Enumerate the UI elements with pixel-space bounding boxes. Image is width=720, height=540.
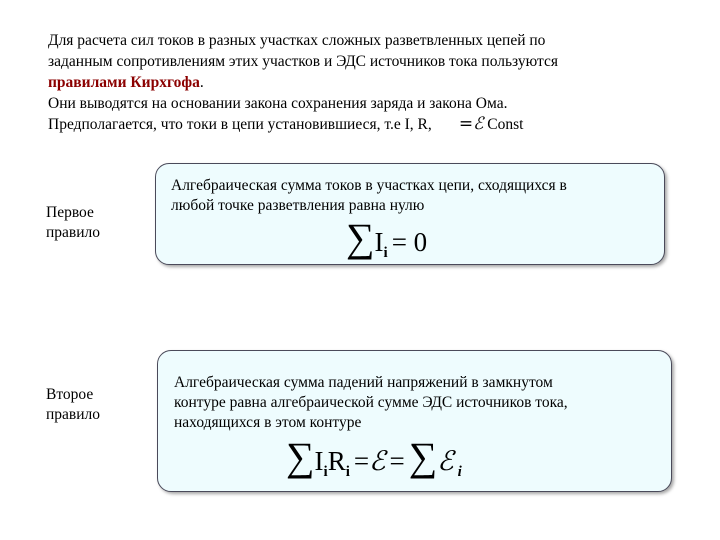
emf-index: i (457, 464, 462, 480)
sum-symbol: ∑ (346, 215, 375, 260)
intro-line-5 (48, 114, 668, 135)
kirchhoff-rules-term: правилами Кирхгофа (48, 74, 200, 91)
current-symbol: I (374, 227, 384, 257)
intro-paragraph (48, 30, 668, 135)
rule1-box (155, 163, 665, 265)
current-index: i (323, 464, 328, 480)
rule2-text (174, 373, 568, 433)
rule2-label (46, 385, 100, 425)
rule1-formula (346, 214, 427, 262)
intro-line-5-suffix: Const (487, 116, 524, 133)
equals-sign-1: = (353, 446, 370, 476)
rule2-text-line1: Алгебраическая сумма падений напряжений в замкнутом (174, 374, 553, 391)
current-symbol: I (314, 446, 324, 476)
rule1-label-line2: правило (46, 224, 101, 241)
current-index: i (383, 245, 388, 261)
intro-line-3 (48, 72, 668, 93)
rule1-rhs: = 0 (391, 227, 428, 257)
resistance-symbol: R (327, 446, 346, 476)
resistance-index: i (345, 464, 350, 480)
emf-symbol: ℰ (369, 446, 386, 477)
equals-sign-2: = (389, 446, 405, 476)
rule2-text-line2: контуре равна алгебраической сумме ЭДС источников тока, (174, 394, 568, 411)
rule1-text (171, 176, 567, 216)
rule1-text-line2: любой точке разветвления равна нулю (171, 197, 425, 214)
emf-symbol-2: ℰ (437, 446, 454, 477)
rule1-text-line1: Алгебраическая сумма токов в участках цепи, сходящихся в (171, 177, 567, 194)
sum-symbol: ∑ (286, 434, 315, 479)
rule1-label (46, 203, 100, 243)
intro-line-1: Для расчета сил токов в разных участках сложных разветвленных цепей по (48, 32, 546, 49)
rule1-label-line1: Первое (46, 204, 94, 221)
rule2-formula (286, 433, 462, 481)
rule2-label-line2: правило (46, 406, 101, 423)
intro-line-4: Они выводятся на основании закона сохранения заряда и закона Ома. (48, 95, 508, 112)
intro-line-5-prefix: Предполагается, что токи в цепи установившиеся, т.е I, R, (48, 116, 432, 133)
rule2-box (157, 350, 672, 492)
rule2-text-line3: находящихся в этом контуре (174, 414, 362, 431)
intro-line-2: заданным сопротивлениям этих участков и ЭДС источников тока пользуются (48, 53, 558, 70)
sum-symbol-2: ∑ (408, 434, 438, 479)
rule2-label-line1: Второе (46, 386, 94, 403)
intro-period: . (199, 74, 204, 91)
emf-symbol: =ℰ (458, 114, 484, 134)
